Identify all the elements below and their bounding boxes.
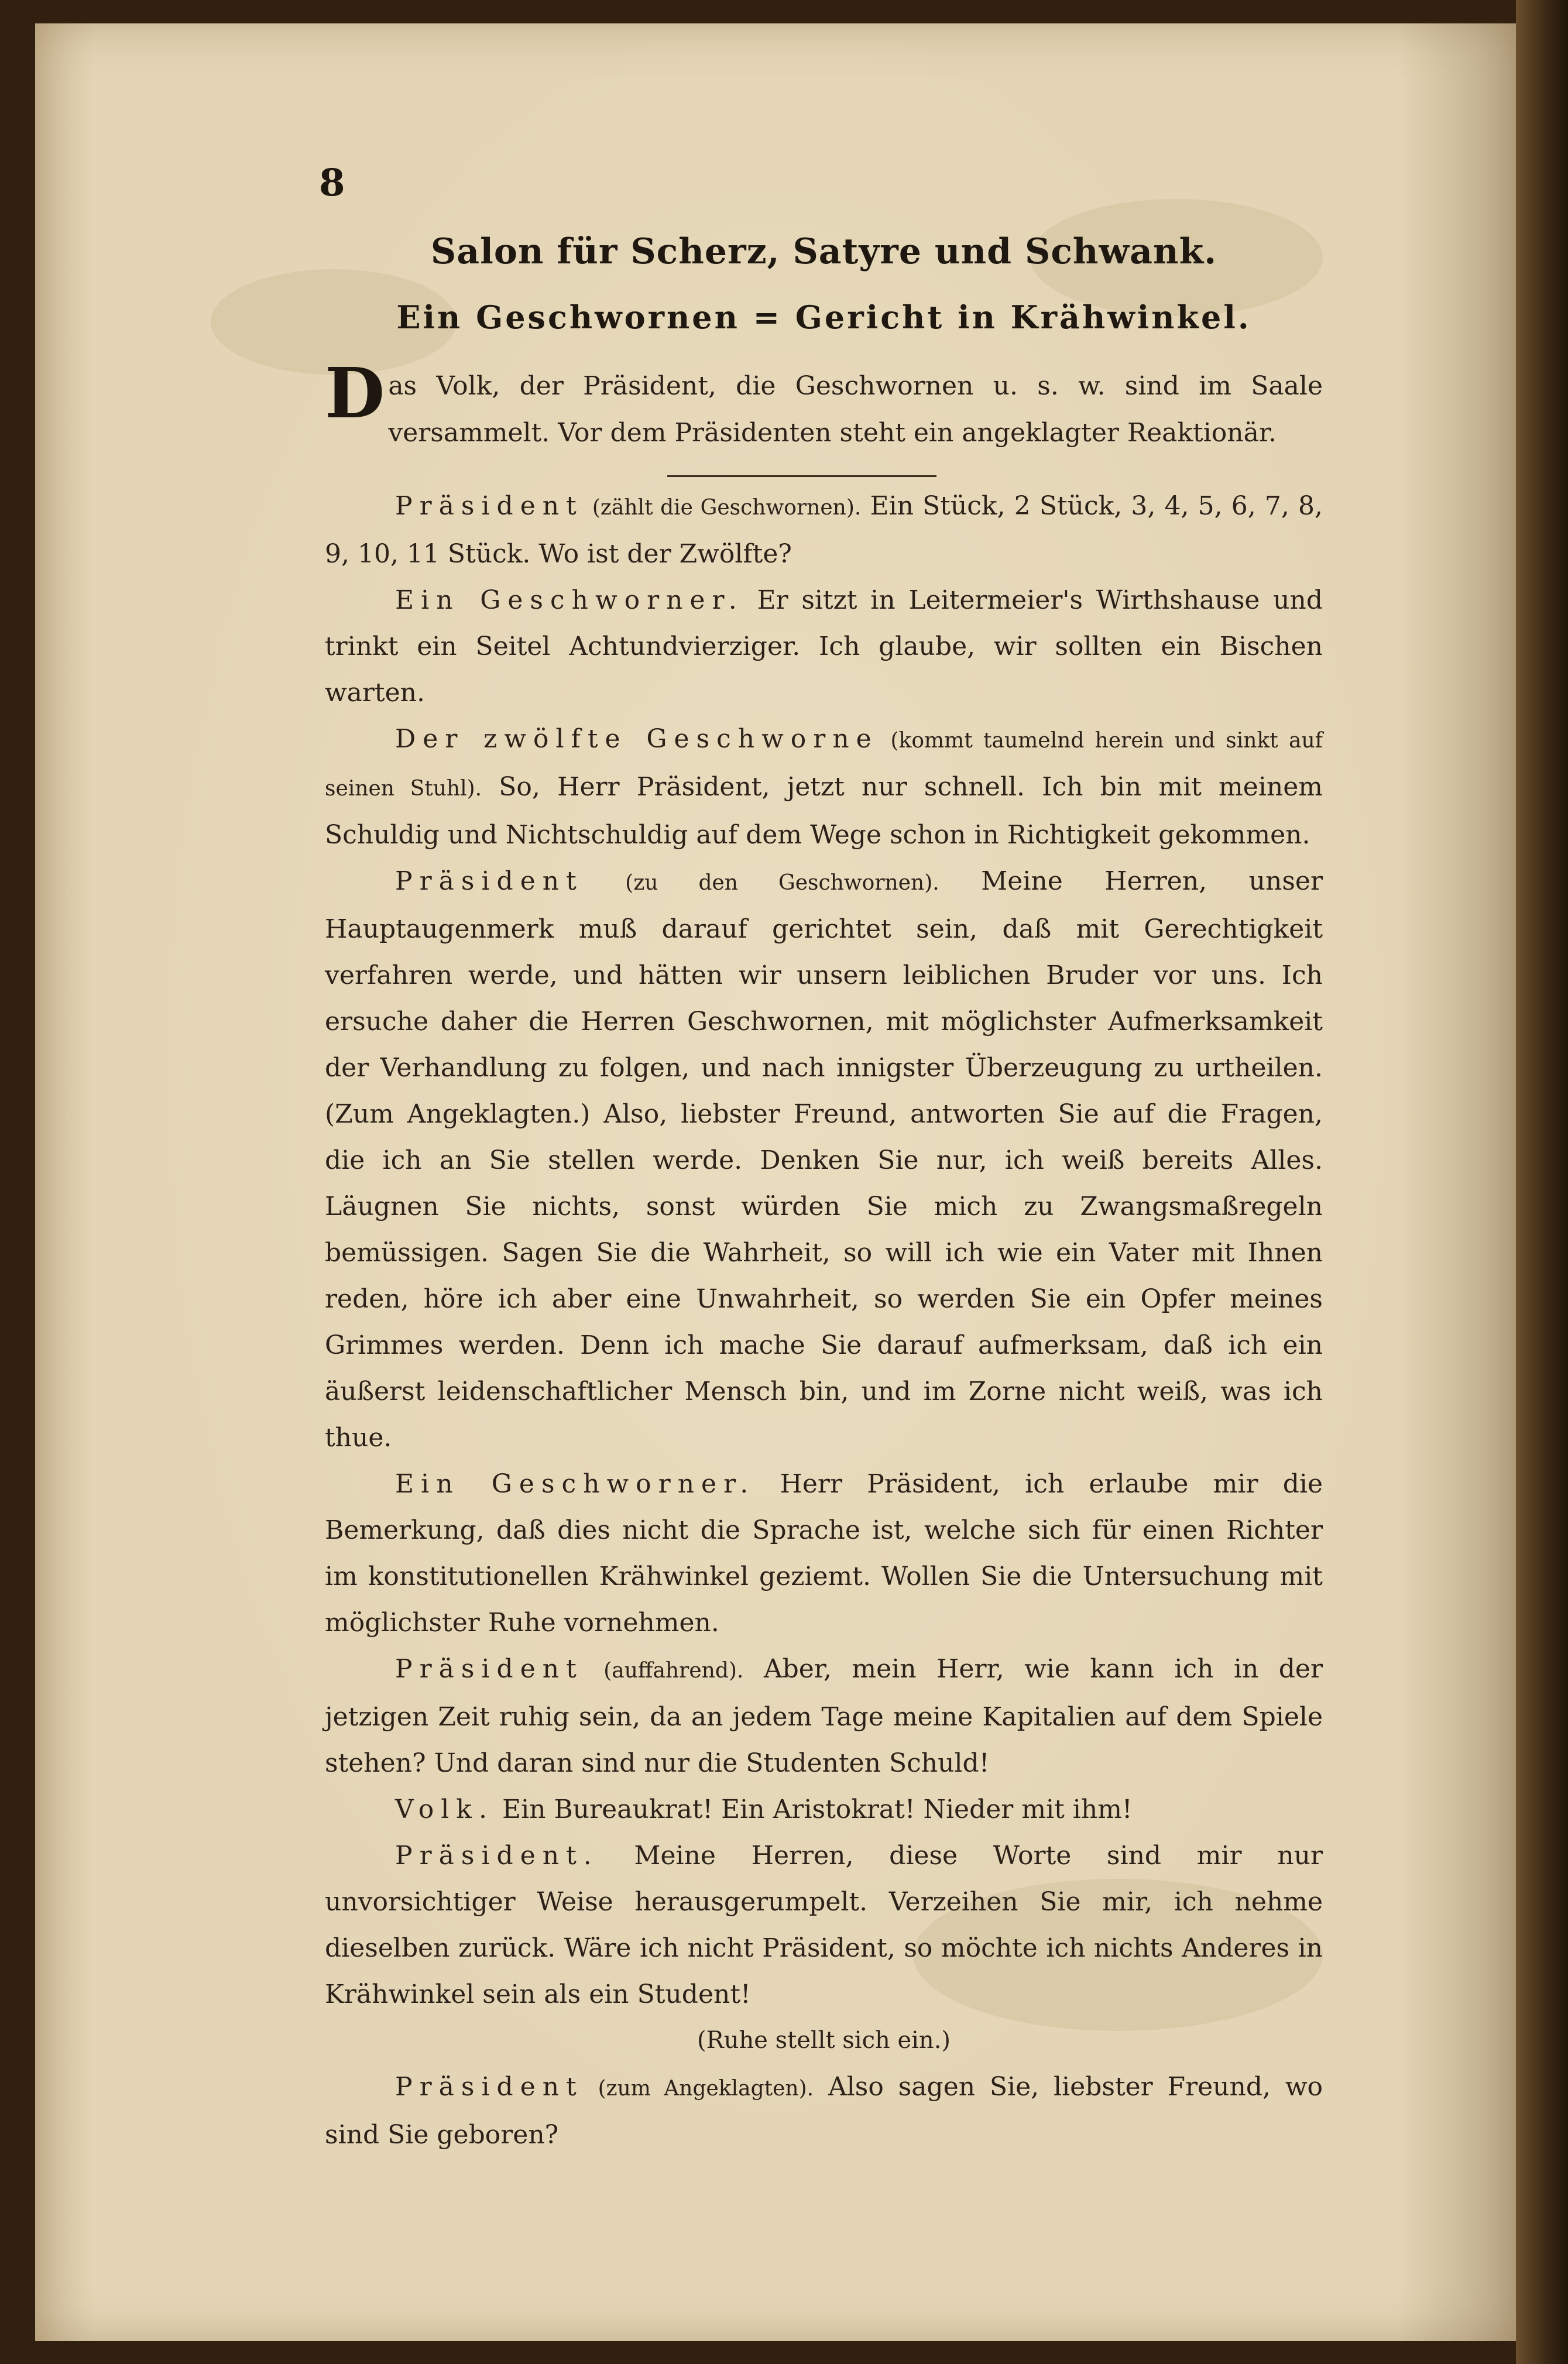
drop-cap: D	[325, 352, 385, 434]
dialogue-paragraph	[325, 1833, 1323, 2018]
paragraph-text: Also sagen Sie, liebster Freund, wo sind Sie geboren?	[325, 2072, 1323, 2150]
dialogue-paragraph	[325, 483, 1323, 577]
speaker-name: Der zwölfte Geschworne	[395, 724, 879, 754]
section-header: Salon für Scherz, Satyre und Schwank.	[430, 231, 1217, 272]
paragraph-text: Herr Präsident, ich erlaube mir die Bemerkung, daß dies nicht die Sprache ist, welche sich für einen Richter im konstitutionellen Krähwinkel geziemt. Wollen Sie die Untersuchung mit möglichster Ruhe vornehmen.	[325, 1469, 1323, 1638]
speaker-name: Präsident	[395, 866, 584, 896]
speaker-name: Präsident	[395, 1654, 584, 1684]
dialogue-paragraph	[325, 1646, 1323, 1786]
speaker-name: Präsident	[395, 491, 584, 521]
speaker-name: Präsident	[395, 2072, 584, 2102]
intro-text: as Volk, der Präsident, die Geschwornen u. s. w. sind im Saale versammelt. Vor dem Präsidenten steht ein angeklagter Reaktionär.	[388, 371, 1323, 448]
stage-direction: (zu den Geschwornen).	[625, 871, 939, 895]
paragraph-text: Aber, mein Herr, wie kann ich in der jetzigen Zeit ruhig sein, da an jedem Tage meine Kapitalien auf dem Spiele stehen? Und daran sind nur die Studenten Schuld!	[325, 1654, 1323, 1778]
paragraph-text: Meine Herren, diese Worte sind mir nur unvorsichtiger Weise herausgerumpelt. Verzeihen Sie mir, ich nehme dieselben zurück. Wäre ich nicht Präsident, so möchte ich nichts Anderes in Krähwinkel sein als ein Student!	[325, 1841, 1323, 2009]
speaker-name: Ein Geschworner.	[395, 585, 744, 615]
stage-direction: (kommt taumelnd herein und sinkt auf seinen Stuhl).	[325, 729, 1323, 801]
paragraph-text: Ein Stück, 2 Stück, 3, 4, 5, 6, 7, 8, 9, 10, 11 Stück. Wo ist der Zwölfte?	[325, 491, 1323, 569]
speaker-name: Ein Geschworner.	[395, 1469, 756, 1499]
book-gutter	[1516, 0, 1568, 2364]
stage-direction: (zum Angeklagten).	[598, 2077, 814, 2101]
stage-direction: (auffahrend).	[603, 1659, 744, 1683]
dialogue-paragraph	[325, 1786, 1323, 1833]
dialogue-paragraph	[325, 716, 1323, 858]
page-number: 8	[319, 161, 345, 205]
dialogue-body	[325, 483, 1323, 2158]
paragraph-text: So, Herr Präsident, jetzt nur schnell. Ich bin mit meinem Schuldig und Nichtschuldig auf dem Wege schon in Richtigkeit gekommen.	[325, 772, 1323, 850]
paragraph-text: Er sitzt in Leitermeier's Wirthshause und trinkt ein Seitel Achtundvierziger. Ich glaube, wir sollten ein Bischen warten.	[325, 585, 1323, 708]
intro-paragraph	[325, 352, 1323, 457]
paragraph-text: Meine Herren, unser Hauptaugenmerk muß darauf gerichtet sein, daß mit Gerechtigkeit verfahren werde, und hätten wir unsern leiblichen Bruder vor uns. Ich ersuche daher die Herren Geschwornen, mit möglichster Aufmerksamkeit der Verhandlung zu folgen, und nach innigster Überzeugung zu urtheilen. (Zum Angeklagten.) Also, liebster Freund, antworten Sie auf die Fragen, die ich an Sie stellen werde. Denken Sie nur, ich weiß bereits Alles. Läugnen Sie nichts, sonst würden Sie mich zu Zwangsmaßregeln bemüssigen. Sagen Sie die Wahrheit, so will ich wie ein Vater mit Ihnen reden, höre ich aber eine Unwahrheit, so werden Sie ein Opfer meines Grimmes werden. Denn ich mache Sie darauf aufmerksam, daß ich ein äußerst leidenschaftlicher Mensch bin, und im Zorne nicht weiß, was ich thue.	[325, 866, 1323, 1453]
article-title: Ein Geschwornen = Gericht in Krähwinkel.	[396, 298, 1251, 336]
paragraph-text: Ein Bureaukrat! Ein Aristokrat! Nieder mit ihm!	[502, 1795, 1133, 1824]
dialogue-paragraph	[325, 1461, 1323, 1646]
stage-note-centered: (Ruhe stellt sich ein.)	[696, 2027, 951, 2054]
speaker-name: Präsident.	[395, 1841, 599, 1871]
dialogue-paragraph	[325, 2064, 1323, 2158]
divider-rule	[667, 475, 936, 477]
speaker-name: Volk.	[395, 1795, 494, 1824]
stage-direction: (zählt die Geschwornen).	[592, 496, 862, 520]
dialogue-paragraph	[325, 577, 1323, 716]
dialogue-paragraph	[325, 858, 1323, 1461]
